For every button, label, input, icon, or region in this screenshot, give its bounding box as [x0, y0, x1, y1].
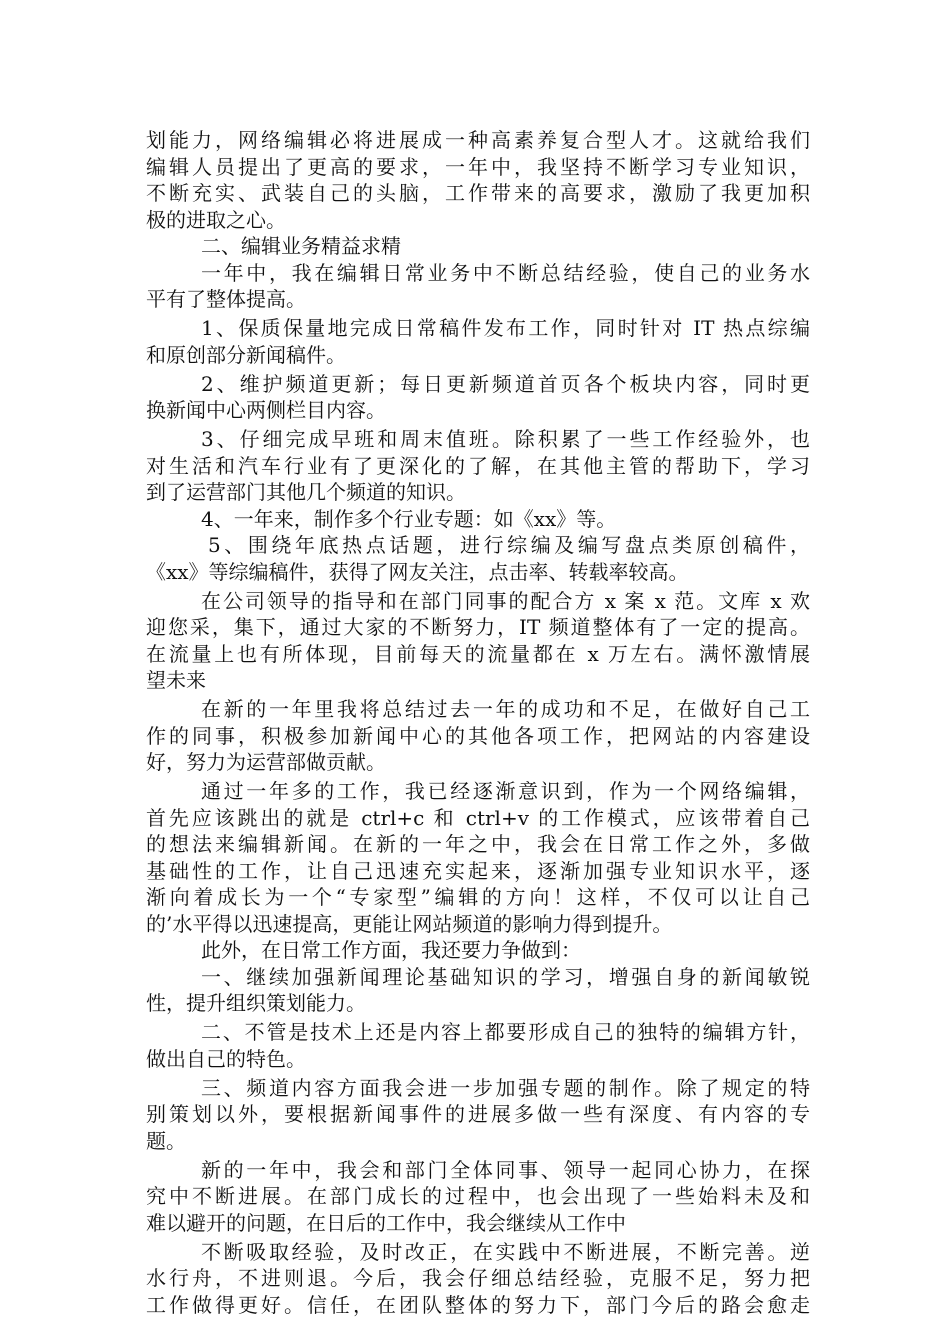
section-heading: 二、编辑业务精益求精: [201, 234, 401, 258]
text-line: 在流量上也有所体现，目前每天的流量都在 x 万左右。满怀激情展: [146, 641, 810, 666]
list-item-line: 4、一年来，制作多个行业专题：如《xx》等。: [201, 506, 617, 531]
text-line: 极的进取之心。: [146, 207, 286, 232]
paragraph-line: 在新的一年里我将总结过去一年的成功和不足，在做好自己工: [201, 697, 810, 721]
text-line: 渐向着成长为一个“专家型”编辑的方向！这样，不仅可以让自己: [146, 885, 810, 909]
list-item-line: 2、维护频道更新；每日更新频道首页各个板块内容，同时更: [201, 371, 810, 396]
text-line: 和原创部分新闻稿件。: [146, 342, 346, 367]
document-body: [146, 127, 810, 1318]
text-line: 首先应该跳出的就是 ctrl+c 和 ctrl+v 的工作模式，应该带着自己: [146, 805, 810, 830]
text-line: 换新闻中心两侧栏目内容。: [146, 398, 386, 422]
text-line: 性，提升组织策划能力。: [146, 991, 366, 1015]
text-line: 水行舟，不进则退。今后，我会仔细总结经验，克服不足，努力把: [146, 1266, 810, 1290]
text-line: 迎您采，集下，通过大家的不断努力，IT 频道整体有了一定的提高。: [146, 615, 810, 639]
list-item-line: 一、继续加强新闻理论基础知识的学习，增强自身的新闻敏锐: [201, 964, 810, 989]
list-item-line: 3、仔细完成早班和周末值班。除积累了一些工作经验外，也: [201, 427, 810, 451]
text-line: 望未来: [146, 668, 206, 692]
text-line: 的想法来编辑新闻。在新的一年之中，我会在日常工作之外，多做: [146, 832, 810, 856]
list-item-line: 5、围绕年底热点话题，进行综编及编写盘点类原创稿件，: [208, 533, 810, 557]
text-line: 不断充实、武装自己的头脑，工作带来的高要求，激励了我更加积: [146, 181, 810, 205]
text-line: 做出自己的特色。: [146, 1046, 306, 1071]
list-item-line: 1、保质保量地完成日常稿件发布工作，同时针对 IT 热点综编: [201, 316, 810, 340]
paragraph-line: 此外，在日常工作方面，我还要力争做到：: [201, 938, 581, 962]
text-line: 编辑人员提出了更高的要求，一年中，我坚持不断学习专业知识，: [146, 154, 810, 179]
text-line: 题。: [146, 1128, 186, 1153]
text-line: 一年中，我在编辑日常业务中不断总结经验，使自己的业务水: [201, 260, 810, 285]
text-line: 《xx》等综编稿件，获得了网友关注，点击率、转载率较高。: [146, 559, 689, 584]
text-line: 划能力，网络编辑必将进展成一种高素养复合型人才。这就给我们: [146, 128, 810, 152]
text-line: 基础性的工作，让自己迅速充实起来，逐渐加强专业知识水平，逐: [146, 858, 810, 883]
paragraph-line: 通过一年多的工作，我已经逐渐意识到，作为一个网络编辑，: [201, 779, 810, 803]
text-line: 好，努力为运营部做贡献。: [146, 750, 386, 774]
text-line: 对生活和汽车行业有了更深化的了解，在其他主管的帮助下，学习: [146, 453, 810, 478]
text-line: 工作做得更好。信任，在团队整体的努力下，部门今后的路会愈走: [146, 1292, 810, 1317]
text-line: 别策划以外，要根据新闻事件的进展多做一些有深度、有内容的专: [146, 1102, 810, 1126]
text-line: 到了运营部门其他几个频道的知识。: [146, 480, 466, 504]
text-line: 作的同事，积极参加新闻中心的其他各项工作，把网站的内容建设: [146, 723, 810, 748]
text-line: 的’水平得以迅速提高，更能让网站频道的影响力得到提升。: [146, 911, 673, 936]
text-line: 究中不断进展。在部门成长的过程中，也会出现了一些始料未及和: [146, 1184, 810, 1208]
list-item-line: 三、频道内容方面我会进一步加强专题的制作。除了规定的特: [201, 1075, 810, 1100]
paragraph-line: 新的一年中，我会和部门全体同事、领导一起同心协力，在探: [201, 1157, 810, 1182]
paragraph-line: 不断吸取经验，及时改正，在实践中不断进展，不断完善。逆: [201, 1239, 810, 1264]
text-line: 难以避开的问题，在日后的工作中，我会继续从工作中: [146, 1210, 626, 1235]
list-item-line: 二、不管是技术上还是内容上都要形成自己的独特的编辑方针，: [201, 1020, 810, 1044]
text-line: 平有了整体提高。: [146, 287, 306, 311]
paragraph-line: 在公司领导的指导和在部门同事的配合方 x 案 x 范。文库 x 欢: [201, 588, 810, 613]
